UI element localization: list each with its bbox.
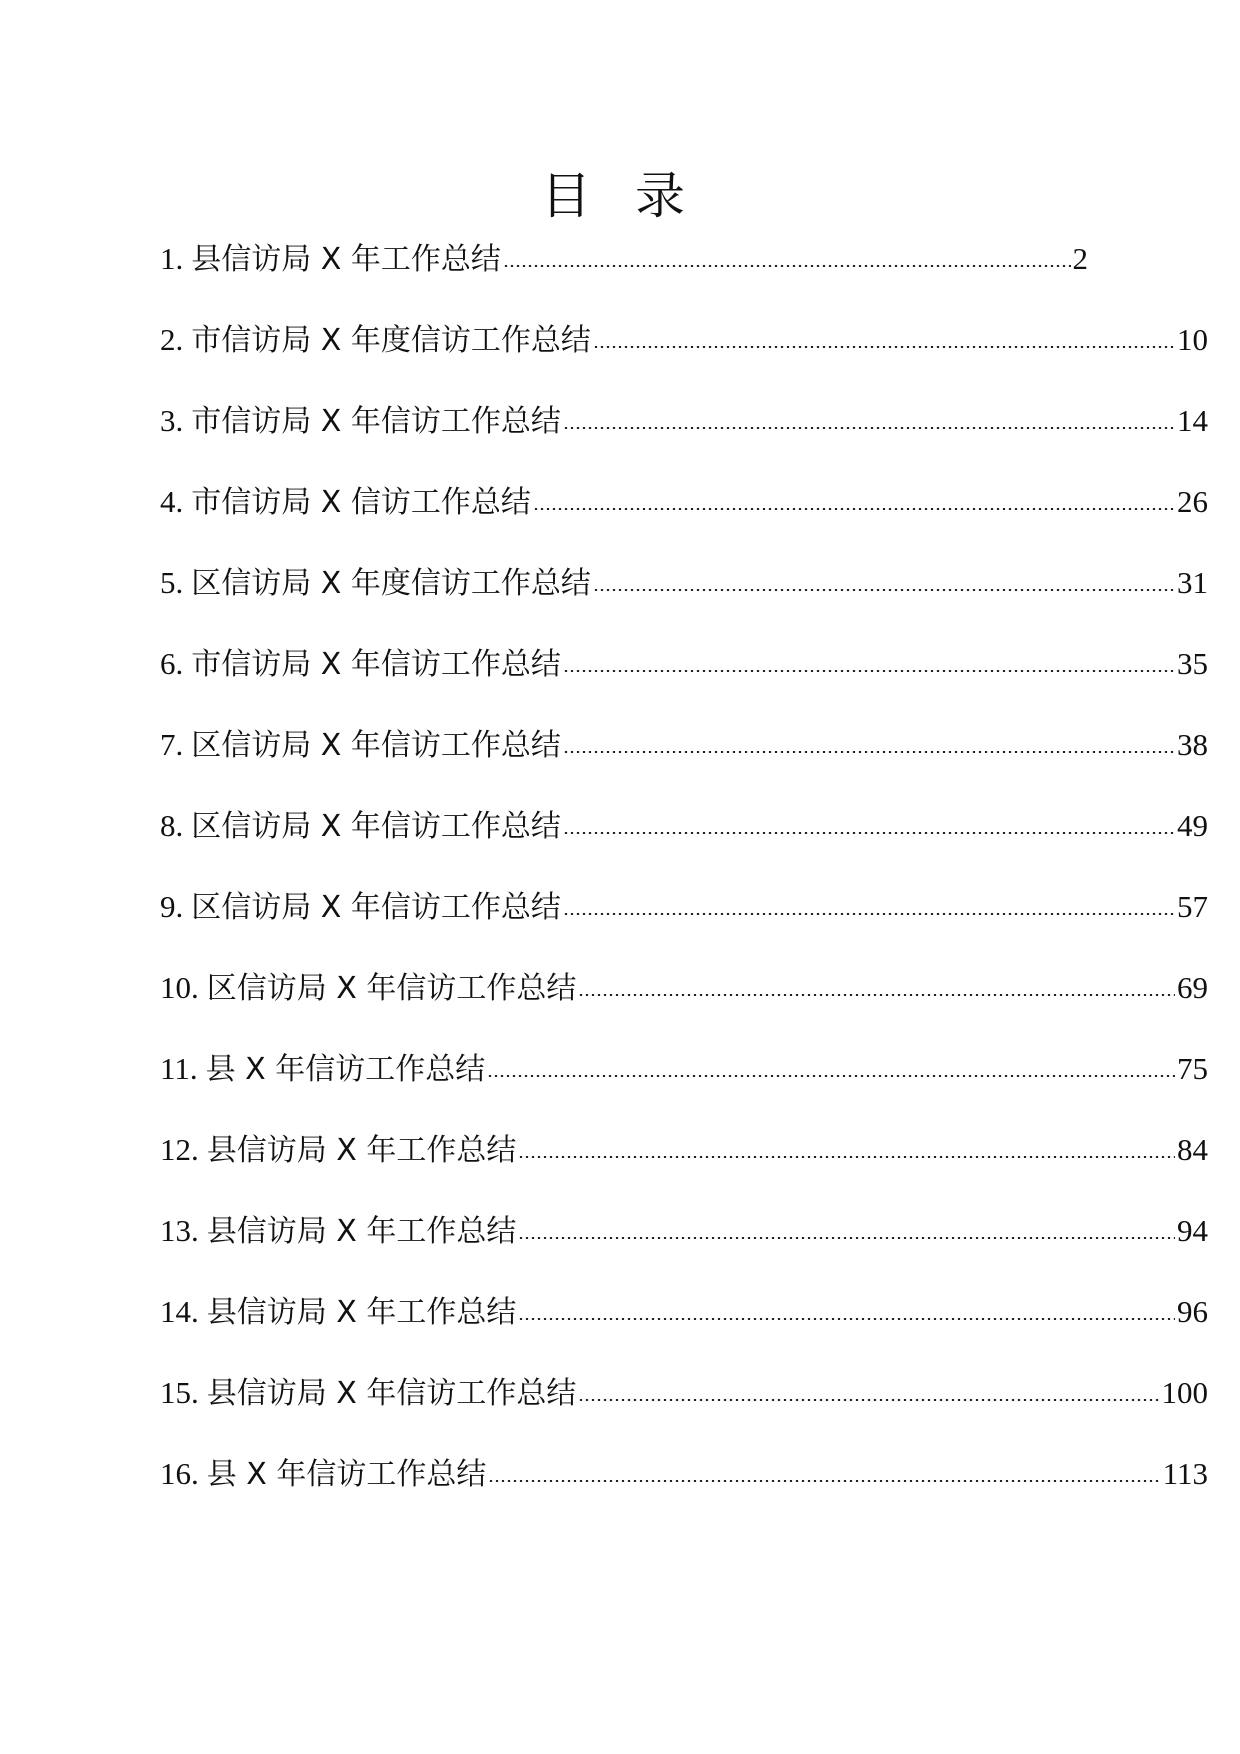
toc-entry-page: 26	[1177, 484, 1208, 519]
toc-dot-leader	[578, 994, 1175, 996]
toc-entry-page: 100	[1161, 1375, 1208, 1410]
toc-entry-number: 13.	[160, 1213, 199, 1248]
toc-dot-leader	[563, 751, 1175, 753]
toc-entry[interactable]	[160, 799, 1208, 880]
toc-entry-number: 5.	[160, 565, 184, 600]
toc-entry-number: 6.	[160, 646, 184, 681]
toc-entry[interactable]	[160, 232, 1088, 313]
toc-entry[interactable]	[160, 1447, 1208, 1528]
toc-dot-leader	[487, 1075, 1175, 1077]
toc-dot-leader	[563, 913, 1175, 915]
toc-entry-title: 市信访局 X 年度信访工作总结	[191, 323, 591, 358]
toc-entry-page: 2	[1072, 241, 1088, 276]
toc-entry-number: 16.	[160, 1456, 199, 1491]
toc-entry-number: 9.	[160, 889, 184, 924]
toc-entry-title: 县 X 年信访工作总结	[206, 1457, 487, 1492]
toc-entry-number: 15.	[160, 1375, 199, 1410]
toc-entry[interactable]	[160, 1123, 1208, 1204]
toc-entry-page: 75	[1177, 1051, 1208, 1086]
toc-entry-number: 1.	[160, 241, 184, 276]
toc-entry-page: 94	[1177, 1213, 1208, 1248]
toc-dot-leader	[593, 346, 1175, 348]
toc-entry-number: 3.	[160, 403, 184, 438]
toc-entry-number: 11.	[160, 1051, 198, 1086]
toc-entry[interactable]	[160, 556, 1208, 637]
toc-dot-leader	[488, 1480, 1160, 1482]
toc-dot-leader	[563, 670, 1175, 672]
toc-dot-leader	[563, 427, 1175, 429]
toc-entry-title: 区信访局 X 年信访工作总结	[191, 728, 561, 763]
toc-dot-leader	[518, 1237, 1175, 1239]
toc-entry-page: 31	[1177, 565, 1208, 600]
toc-entry-page: 38	[1177, 727, 1208, 762]
toc-entry-page: 14	[1177, 403, 1208, 438]
toc-dot-leader	[533, 508, 1175, 510]
toc-dot-leader	[578, 1399, 1159, 1401]
toc-entry[interactable]	[160, 1204, 1208, 1285]
toc-entry-number: 8.	[160, 808, 184, 843]
toc-entry-title: 区信访局 X 年信访工作总结	[191, 890, 561, 925]
toc-entry-page: 49	[1177, 808, 1208, 843]
toc-dot-leader	[593, 589, 1175, 591]
toc-entry-title: 区信访局 X 年信访工作总结	[191, 809, 561, 844]
toc-entry[interactable]	[160, 1042, 1208, 1123]
table-of-contents	[160, 232, 1208, 1528]
toc-entry-title: 市信访局 X 年信访工作总结	[191, 404, 561, 439]
toc-entry-page: 57	[1177, 889, 1208, 924]
toc-entry-title: 县信访局 X 年工作总结	[206, 1133, 517, 1168]
toc-entry-title: 市信访局 X 信访工作总结	[191, 485, 531, 520]
toc-entry-page: 35	[1177, 646, 1208, 681]
toc-entry-title: 县信访局 X 年工作总结	[206, 1214, 517, 1249]
toc-entry-number: 4.	[160, 484, 184, 519]
toc-entry-title: 市信访局 X 年信访工作总结	[191, 647, 561, 682]
toc-entry-title: 县信访局 X 年工作总结	[206, 1295, 517, 1330]
toc-entry-title: 区信访局 X 年信访工作总结	[206, 971, 577, 1006]
toc-entry[interactable]	[160, 1366, 1208, 1447]
toc-dot-leader	[563, 832, 1175, 834]
toc-entry-page: 84	[1177, 1132, 1208, 1167]
toc-dot-leader	[518, 1156, 1175, 1158]
toc-entry[interactable]	[160, 475, 1208, 556]
toc-entry-number: 7.	[160, 727, 184, 762]
toc-entry[interactable]	[160, 880, 1208, 961]
toc-entry-page: 69	[1177, 970, 1208, 1005]
toc-entry-title: 县 X 年信访工作总结	[205, 1052, 486, 1087]
toc-entry-number: 14.	[160, 1294, 199, 1329]
toc-entry[interactable]	[160, 718, 1208, 799]
toc-entry-number: 2.	[160, 322, 184, 357]
toc-entry-page: 10	[1177, 322, 1208, 357]
toc-entry-title: 区信访局 X 年度信访工作总结	[191, 566, 591, 601]
toc-entry-number: 12.	[160, 1132, 199, 1167]
toc-entry[interactable]	[160, 313, 1208, 394]
toc-entry-title: 县信访局 X 年工作总结	[191, 242, 501, 277]
toc-entry[interactable]	[160, 637, 1208, 718]
page-title: 目 录	[541, 167, 699, 225]
toc-entry[interactable]	[160, 394, 1208, 475]
toc-dot-leader	[518, 1318, 1175, 1320]
toc-entry[interactable]	[160, 1285, 1208, 1366]
toc-entry-page: 96	[1177, 1294, 1208, 1329]
toc-entry[interactable]	[160, 961, 1208, 1042]
toc-entry-page: 113	[1162, 1456, 1208, 1491]
toc-entry-number: 10.	[160, 970, 199, 1005]
toc-entry-title: 县信访局 X 年信访工作总结	[206, 1376, 577, 1411]
toc-dot-leader	[503, 265, 1071, 267]
